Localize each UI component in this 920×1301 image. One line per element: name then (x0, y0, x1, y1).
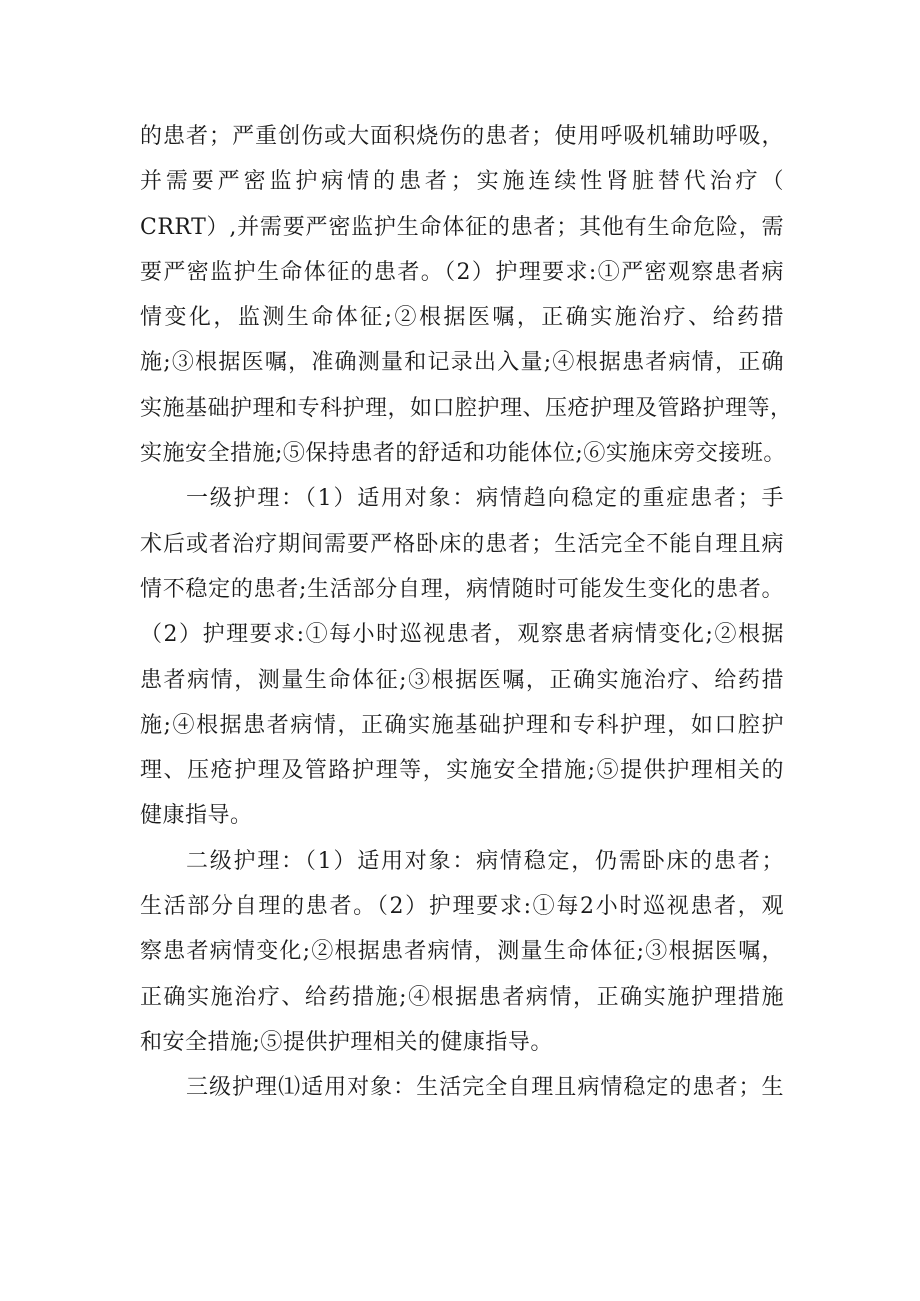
text-line: 健康指导。 (140, 803, 253, 829)
text-line: 并需要严密监护病情的患者；实施连续性肾脏替代治疗（ (140, 169, 784, 195)
text-line: 术后或者治疗期间需要严格卧床的患者；生活完全不能自理且病 (140, 531, 784, 557)
text-line: 的患者；严重创伤或大面积烧伤的患者；使用呼吸机辅助呼吸， (140, 124, 784, 149)
text-line: 施;④根据患者病情，正确实施基础护理和专科护理，如口腔护 (140, 712, 784, 738)
text-line: 情不稳定的患者;生活部分自理，病情随时可能发生变化的患者。 (140, 576, 784, 602)
text-line: 和安全措施;⑤提供护理相关的健康指导。 (140, 1029, 553, 1055)
text-line: 三级护理⑴适用对象：生活完全自理且病情稳定的患者；生 (186, 1075, 784, 1101)
paragraph-level-two-care (140, 839, 784, 1065)
text-line: 一级护理：（1）适用对象：病情趋向稳定的重症患者；手 (186, 486, 784, 512)
text-line: CRRT）,并需要严密监护生命体征的患者；其他有生命危险，需 (140, 214, 784, 240)
text-line: （2）护理要求:①每小时巡视患者，观察患者病情变化;②根据 (140, 622, 784, 648)
text-line: 患者病情，测量生命体征;③根据医嘱，正确实施治疗、给药措 (140, 667, 784, 693)
text-line: 正确实施治疗、给药措施;④根据患者病情，正确实施护理措施 (140, 984, 784, 1010)
paragraph-level-three-care (140, 1065, 784, 1110)
text-line: 要严密监护生命体征的患者。（2）护理要求:①严密观察患者病 (140, 259, 784, 285)
text-line: 实施安全措施;⑤保持患者的舒适和功能体位;⑥实施床旁交接班。 (140, 441, 786, 467)
paragraph-special-care-continuation (140, 114, 793, 476)
text-line: 二级护理：（1）适用对象：病情稳定，仍需卧床的患者； (186, 848, 784, 874)
text-line: 理、压疮护理及管路护理等，实施安全措施;⑤提供护理相关的 (140, 758, 784, 784)
text-line: 实施基础护理和专科护理，如口腔护理、压疮护理及管路护理等， (140, 395, 793, 421)
text-line: 情变化，监测生命体征;②根据医嘱，正确实施治疗、给药措 (140, 305, 784, 331)
text-line: 生活部分自理的患者。（2）护理要求:①每2小时巡视患者，观 (140, 894, 784, 920)
text-line: 察患者病情变化;②根据患者病情，测量生命体征;③根据医嘱， (140, 939, 784, 965)
paragraph-level-one-care (140, 476, 784, 838)
text-line: 施;③根据医嘱，准确测量和记录出入量;④根据患者病情，正确 (140, 350, 784, 376)
